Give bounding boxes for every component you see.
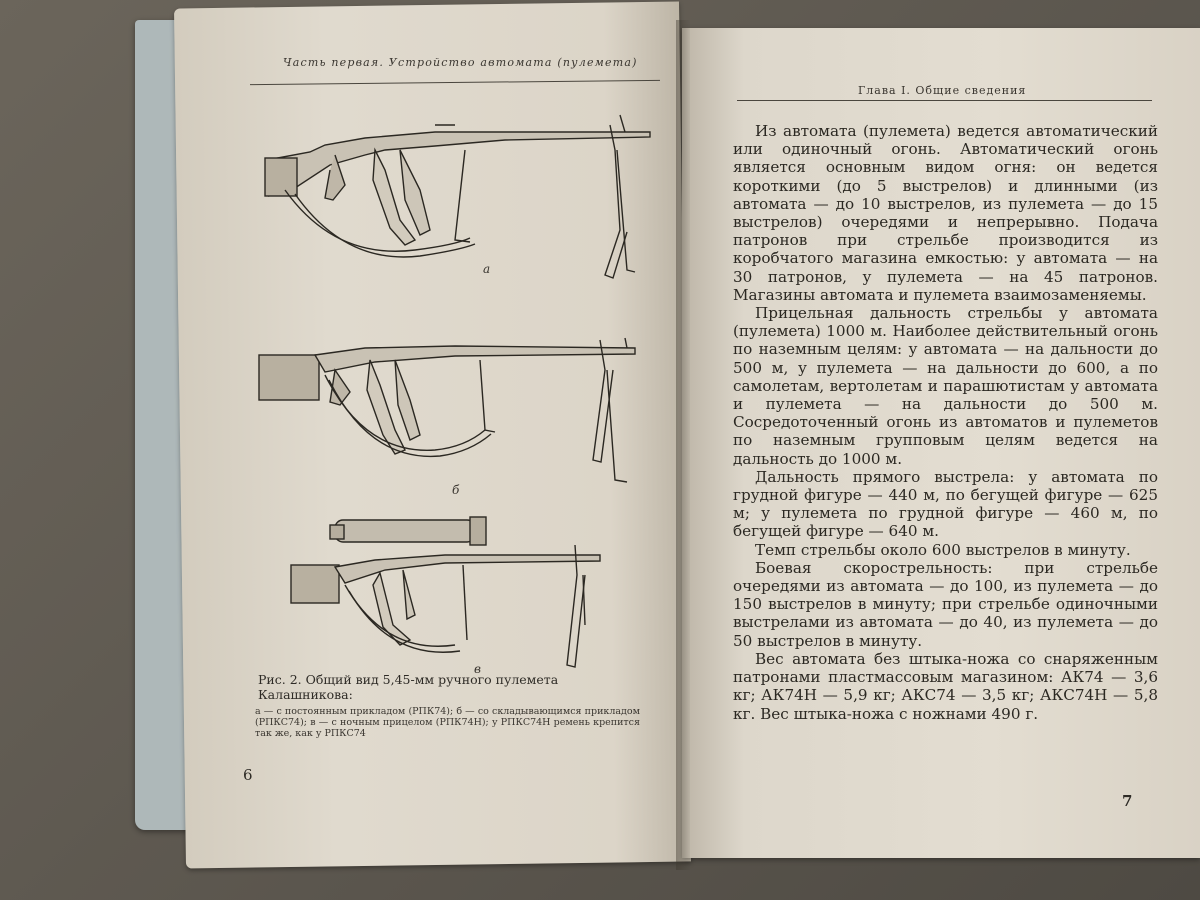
paragraph-2: Прицельная дальность стрельбы у автомата (пулемета) 1000 м. Наиболее действительный огонь по наземным целям: у автомата — на дальности до 500 м, у пулемета — на дальности до 600, а по самолетам, вертолетам и парашютистам у автомата и пулемета — на дальности до 500 м. Сосредоточенный огонь из автоматов и пулеметов по наземным групповым целям ведется на дальность до 1000 м. xyxy=(733,304,1158,468)
figure-letter-a: а xyxy=(483,262,491,276)
right-running-head: Глава I. Общие сведения xyxy=(858,84,1027,97)
right-page-number: 7 xyxy=(1122,792,1133,810)
right-head-rule xyxy=(737,100,1152,101)
right-page-body xyxy=(733,122,1158,723)
left-page-number: 6 xyxy=(243,766,253,784)
figure-rpks74 xyxy=(255,330,650,495)
figure-caption-title: Рис. 2. Общий вид 5,45-мм ручного пулемета Калашникова: xyxy=(258,672,559,702)
left-running-head: Часть первая. Устройство автомата (пулемета) xyxy=(283,56,638,69)
figure-letter-c: в xyxy=(474,662,481,676)
paragraph-1: Из автомата (пулемета) ведется автоматический или одиночный огонь. Автоматический огонь является основным видом огня: он ведется короткими (до 5 выстрелов) и длинными (из автомата — до 10 выстрелов, из пулемета — до 15 выстрелов) очередями и непрерывно. Подача патронов при стрельбе производится из коробчатого магазина емкостью: у автомата — на 30 патронов, у пулемета — на 45 патронов. Магазины автомата и пулемета взаимозаменяемы. xyxy=(733,122,1158,304)
figure-rpk74n xyxy=(285,515,615,680)
paragraph-5: Боевая скорострельность: при стрельбе очередями из автомата — до 100, из пулемета — до 150 выстрелов в минуту; при стрельбе одиночными выстрелами из автомата — до 40, из пулемета — до 50 выстрелов в минуту. xyxy=(733,558,1158,650)
paragraph-4: Темп стрельбы около 600 выстрелов в минуту. xyxy=(755,540,1131,559)
paragraph-3: Дальность прямого выстрела: у автомата по грудной фигуре — 440 м, по бегущей фигуре — 625 м; у пулемета по грудной фигуре — 460 м, по бегущей фигуре — 640 м. xyxy=(733,467,1158,541)
figure-rpk74 xyxy=(255,110,665,295)
book-gutter xyxy=(676,20,690,870)
figure-caption-body: а — с постоянным прикладом (РПК74); б — со складывающимся прикладом (РПКС74); в — с ночным прицелом (РПК74Н); у РПКС74Н ремень крепится так же, как у РПКС74 xyxy=(255,706,640,739)
figure-letter-b: б xyxy=(452,483,460,497)
paragraph-6: Вес автомата без штыка-ножа со снаряженным патронами пластмассовым магазином: АК74 — 3,6 кг; АК74Н — 5,9 кг; АКС74 — 3,5 кг; АКС74Н — 5,8 кг. Вес штыка-ножа с ножнами 490 г. xyxy=(733,649,1158,723)
